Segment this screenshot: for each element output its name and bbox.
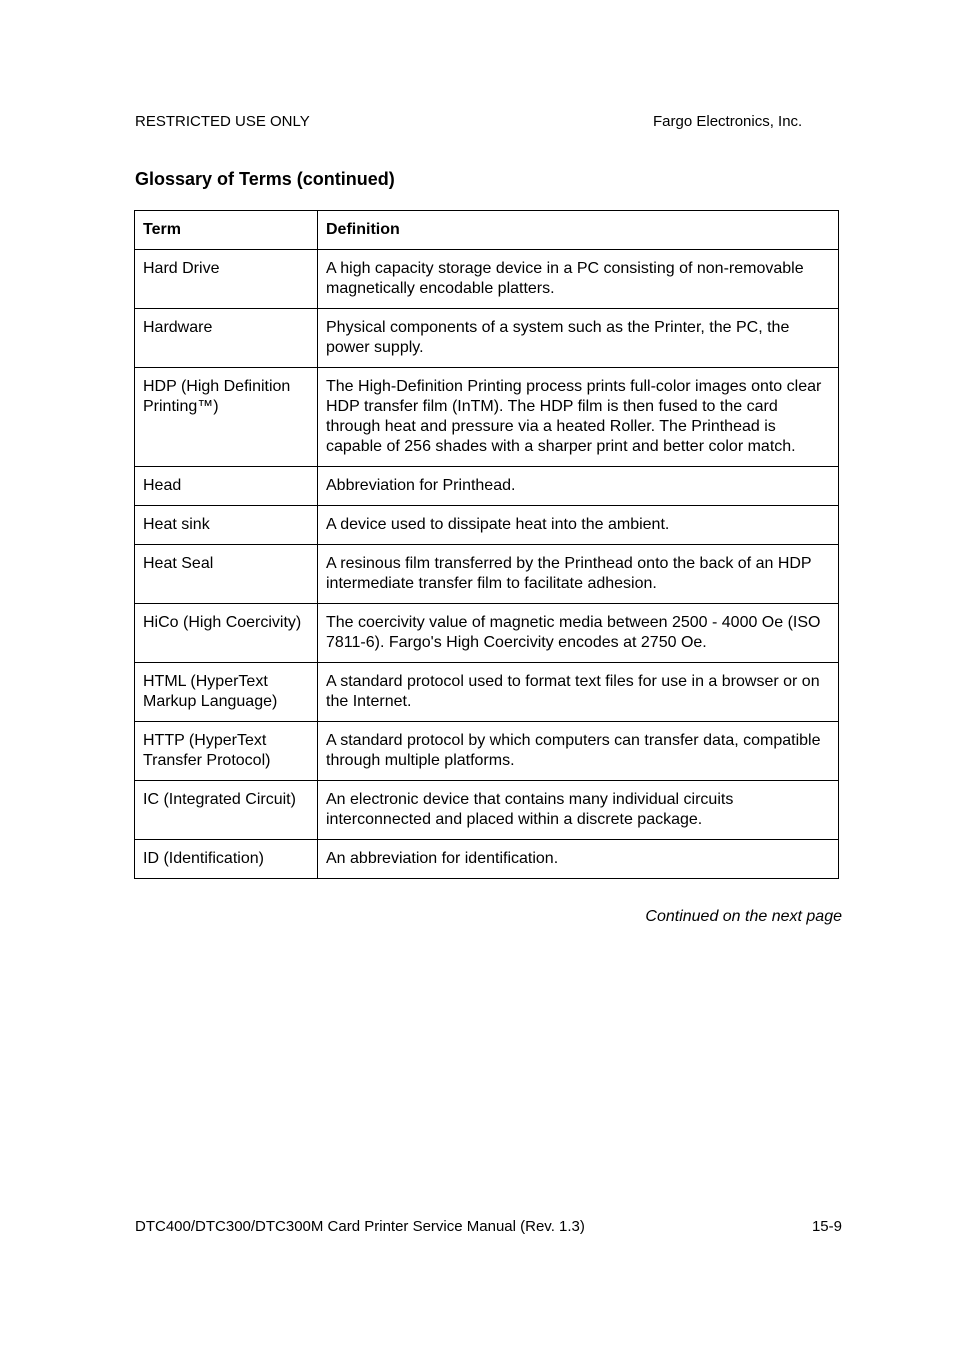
- column-header-term: Term: [135, 211, 318, 250]
- definition-cell: A high capacity storage device in a PC consisting of non-removable magnetically encodable platters.: [318, 250, 839, 309]
- definition-cell: An electronic device that contains many individual circuits interconnected and placed within a discrete package.: [318, 781, 839, 840]
- footer-manual-title: DTC400/DTC300/DTC300M Card Printer Service Manual (Rev. 1.3): [135, 1218, 585, 1235]
- term-cell: IC (Integrated Circuit): [135, 781, 318, 840]
- table-row: [135, 663, 839, 722]
- table-row: [135, 309, 839, 368]
- table-row: [135, 840, 839, 879]
- definition-cell: A device used to dissipate heat into the ambient.: [318, 506, 839, 545]
- term-cell: ID (Identification): [135, 840, 318, 879]
- definition-cell: An abbreviation for identification.: [318, 840, 839, 879]
- table-row: [135, 722, 839, 781]
- header-company-name: Fargo Electronics, Inc.: [653, 113, 803, 130]
- glossary-table: [134, 210, 839, 879]
- header-restricted-notice: RESTRICTED USE ONLY: [135, 113, 310, 130]
- definition-cell: Physical components of a system such as the Printer, the PC, the power supply.: [318, 309, 839, 368]
- column-header-definition: Definition: [318, 211, 839, 250]
- table-row: [135, 368, 839, 467]
- term-cell: HTTP (HyperText Transfer Protocol): [135, 722, 318, 781]
- table-row: [135, 250, 839, 309]
- definition-cell: The coercivity value of magnetic media between 2500 - 4000 Oe (ISO 7811-6). Fargo's High Coercivity encodes at 2750 Oe.: [318, 604, 839, 663]
- definition-cell: Abbreviation for Printhead.: [318, 467, 839, 506]
- table-row: [135, 506, 839, 545]
- table-row: [135, 467, 839, 506]
- footer-page-number: 15-9: [811, 1218, 842, 1235]
- table-row: [135, 604, 839, 663]
- term-cell: Hardware: [135, 309, 318, 368]
- term-cell: HiCo (High Coercivity): [135, 604, 318, 663]
- table-row: [135, 545, 839, 604]
- term-cell: HDP (High Definition Printing™): [135, 368, 318, 467]
- term-cell: HTML (HyperText Markup Language): [135, 663, 318, 722]
- term-cell: Head: [135, 467, 318, 506]
- definition-cell: A standard protocol by which computers can transfer data, compatible through multiple platforms.: [318, 722, 839, 781]
- term-cell: Heat Seal: [135, 545, 318, 604]
- definition-cell: A standard protocol used to format text files for use in a browser or on the Internet.: [318, 663, 839, 722]
- definition-cell: The High-Definition Printing process prints full-color images onto clear HDP transfer film (InTM). The HDP film is then fused to the card through heat and pressure via a heated Roller. The Printhead is capable of 256 shades with a sharper print and better color match.: [318, 368, 839, 467]
- term-cell: Hard Drive: [135, 250, 318, 309]
- term-cell: Heat sink: [135, 506, 318, 545]
- definition-cell: A resinous film transferred by the Printhead onto the back of an HDP intermediate transfer film to facilitate adhesion.: [318, 545, 839, 604]
- table-row: [135, 781, 839, 840]
- table-header-row: [135, 211, 839, 250]
- continued-note: Continued on the next page: [645, 908, 842, 925]
- page-title: Glossary of Terms (continued): [135, 169, 395, 189]
